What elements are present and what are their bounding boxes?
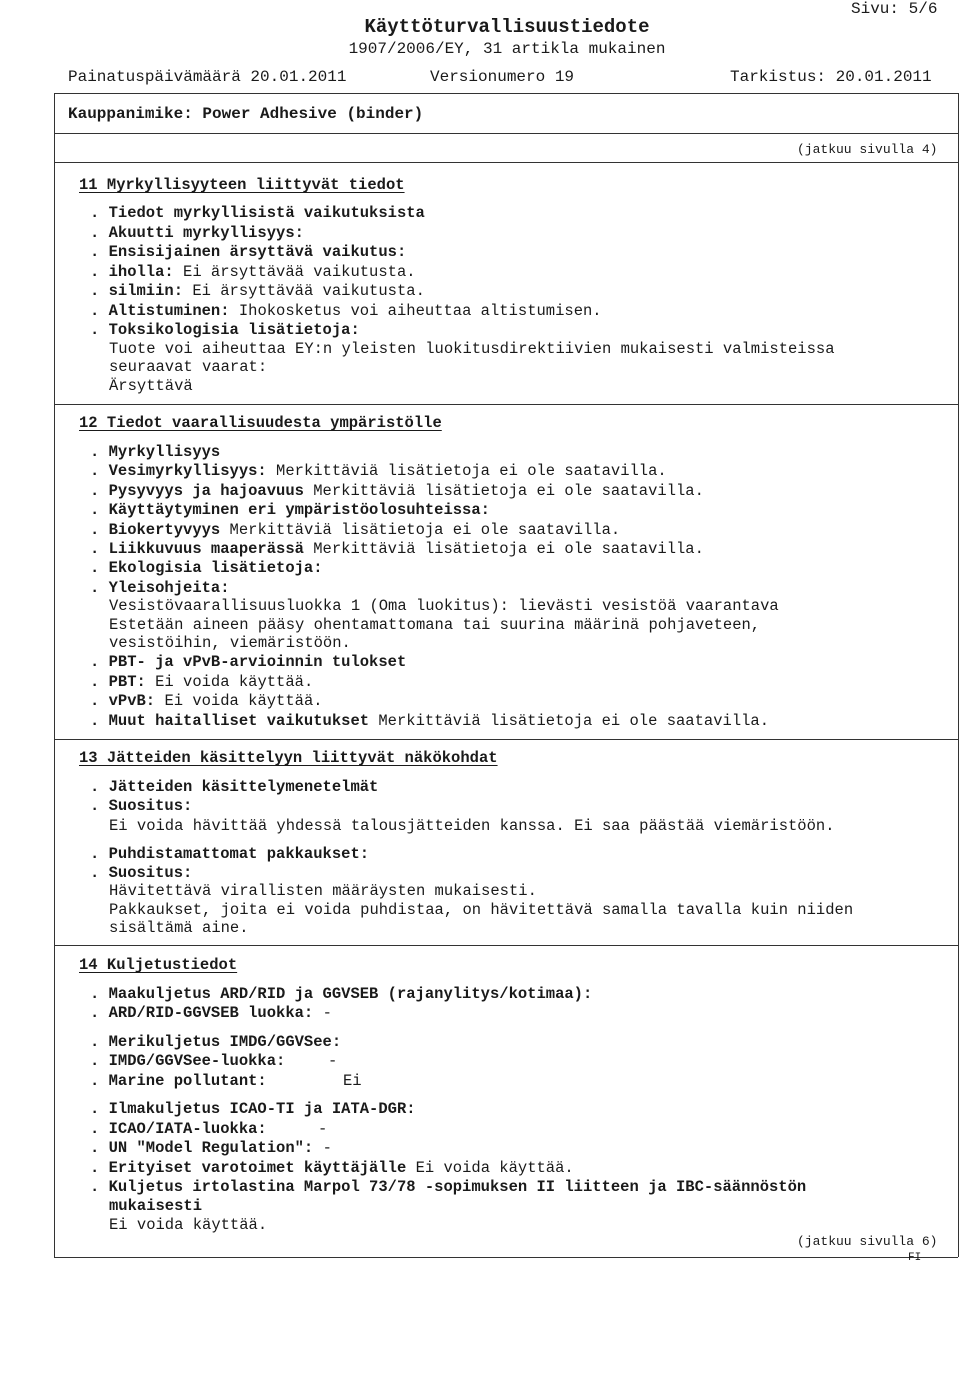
s14-label: . ICAO/IATA-luokka: (90, 1120, 267, 1138)
s11-line: Ärsyttävä (109, 377, 193, 395)
s12-value: Merkittäviä lisätietoja ei ole saatavilla. (276, 462, 667, 480)
s12-value: Merkittäviä lisätietoja ei ole saatavilla. (378, 712, 770, 730)
s11-line: . Toksikologisia lisätietoja: (90, 321, 360, 339)
s13-line: . Puhdistamattomat pakkaukset: (90, 845, 370, 863)
s13-line: Pakkaukset, joita ei voida puhdistaa, on hävitettävä samalla tavalla kuin niiden (109, 901, 854, 919)
s14-label: . Marine pollutant: (90, 1072, 267, 1090)
section-11-title: 11 Myrkyllisyyteen liittyvät tiedot (79, 176, 405, 194)
s13-line: Hävitettävä virallisten määräysten mukaisesti. (109, 882, 537, 900)
s12-label: . PBT: (90, 673, 146, 691)
continued-to: (jatkuu sivulla 6) (797, 1234, 938, 1249)
s11-skin-label: . iholla: (90, 263, 174, 281)
section-divider (54, 739, 958, 740)
s14-value: - (322, 1139, 332, 1157)
s13-line: . Suositus: (90, 797, 193, 815)
s11-line: . Ensisijainen ärsyttävä vaikutus: (90, 243, 407, 261)
s12-line: . Ekologisia lisätietoja: (90, 559, 323, 577)
document-title: Käyttöturvallisuustiedote (364, 16, 650, 38)
s14-value: - (318, 1120, 328, 1138)
s12-label: . Vesimyrkyllisyys: (90, 462, 267, 480)
page-number: Sivu: 5/6 (851, 0, 938, 18)
s11-eyes-label: . silmiin: (90, 282, 184, 300)
section-12-title: 12 Tiedot vaarallisuudesta ympäristölle (79, 414, 442, 432)
s11-skin-row (90, 263, 416, 281)
s11-eyes-row (90, 282, 425, 300)
document-subtitle: 1907/2006/EY, 31 artikla mukainen (348, 40, 666, 58)
s13-line: Ei voida hävittää yhdessä talousjätteiden kanssa. Ei saa päästää viemäristöön. (109, 817, 835, 835)
s11-exposure-label: . Altistuminen: (90, 302, 230, 320)
s14-label: . IMDG/GGVSee-luokka: (90, 1052, 286, 1070)
s14-label: . ARD/RID-GGVSEB luokka: (90, 1004, 314, 1022)
s11-skin-value: Ei ärsyttävää vaikutusta. (183, 263, 416, 281)
section-14-title: 14 Kuljetustiedot (79, 956, 238, 974)
continued-from: (jatkuu sivulla 4) (797, 142, 938, 157)
s11-line: Tuote voi aiheuttaa EY:n yleisten luokitusdirektiivien mukaisesti valmisteissa (109, 340, 835, 358)
s14-row (90, 1072, 362, 1090)
s12-label: . Muut haitalliset vaikutukset (90, 712, 370, 730)
frame-right-line (958, 93, 959, 1257)
s14-value: Ei voida käyttää. (415, 1159, 574, 1177)
s12-line: vesistöihin, viemäristöön. (109, 634, 351, 652)
s12-label: . vPvB: (90, 692, 156, 710)
s11-exposure-row (90, 302, 602, 320)
s12-label: . Biokertyvyys (90, 521, 221, 539)
s14-line: . Merikuljetus IMDG/GGVSee: (90, 1033, 342, 1051)
s12-line: . Myrkyllisyys (90, 443, 221, 461)
s14-row (90, 1159, 574, 1177)
s14-value: - (322, 1004, 332, 1022)
trade-name-divider (54, 133, 958, 134)
s12-row (90, 692, 323, 710)
s11-line: . Akuutti myrkyllisyys: (90, 224, 304, 242)
frame-top-line (54, 93, 958, 94)
s14-line: mukaisesti (109, 1197, 203, 1215)
s12-value: Ei voida käyttää. (155, 673, 314, 691)
s11-line: . Tiedot myrkyllisistä vaikutuksista (90, 204, 425, 222)
header-divider (54, 162, 958, 163)
s12-label: . Liikkuvuus maaperässä (90, 540, 304, 558)
s12-line: Estetään aineen pääsy ohentamattomana tai suurina määrinä pohjaveteen, (109, 616, 761, 634)
s14-value: - (328, 1052, 338, 1070)
revision-date: Tarkistus: 20.01.2011 (730, 68, 932, 86)
s12-label: . Pysyvyys ja hajoavuus (90, 482, 304, 500)
s12-row (90, 482, 704, 500)
s12-row (90, 521, 620, 539)
s11-exposure-value: Ihokosketus voi aiheuttaa altistumisen. (238, 302, 602, 320)
s14-row (90, 1139, 332, 1157)
s14-line: . Maakuljetus ARD/RID ja GGVSEB (rajanylitys/kotimaa): (90, 985, 593, 1003)
s12-value: Merkittäviä lisätietoja ei ole saatavilla. (229, 521, 621, 539)
s14-row (90, 1120, 327, 1138)
s12-value: Merkittäviä lisätietoja ei ole saatavilla. (313, 482, 704, 500)
s14-line: . Kuljetus irtolastina Marpol 73/78 -sopimuksen II liitteen ja IBC-säännöstön (90, 1178, 807, 1196)
s11-eyes-value: Ei ärsyttävää vaikutusta. (192, 282, 425, 300)
section-divider (54, 404, 958, 405)
s14-label: . Erityiset varotoimet käyttäjälle (90, 1159, 407, 1177)
s13-line: . Suositus: (90, 864, 193, 882)
section-divider (54, 945, 958, 946)
section-13-title: 13 Jätteiden käsittelyyn liittyvät näkökohdat (79, 749, 498, 767)
s11-line: seuraavat vaarat: (109, 358, 268, 376)
s12-row (90, 540, 704, 558)
s12-value: Ei voida käyttää. (164, 692, 323, 710)
s12-row (90, 712, 769, 730)
s12-line: Vesistövaarallisuusluokka 1 (Oma luokitus): lievästi vesistöä vaarantava (109, 597, 779, 615)
s13-line: . Jätteiden käsittelymenetelmät (90, 778, 379, 796)
s12-value: Merkittäviä lisätietoja ei ole saatavilla. (313, 540, 704, 558)
language-code: FI (908, 1252, 922, 1264)
s14-line: . Ilmakuljetus ICAO-TI ja IATA-DGR: (90, 1100, 416, 1118)
version-number: Versionumero 19 (430, 68, 575, 86)
s12-line: . Käyttäytyminen eri ympäristöolosuhteissa: (90, 501, 490, 519)
frame-left-line (54, 93, 55, 1257)
print-date: Painatuspäivämäärä 20.01.2011 (68, 68, 347, 86)
s14-label: . UN "Model Regulation": (90, 1139, 314, 1157)
s14-line: Ei voida käyttää. (109, 1216, 268, 1234)
s12-row (90, 673, 313, 691)
s12-row (90, 462, 667, 480)
s12-line: . PBT- ja vPvB-arvioinnin tulokset (90, 653, 407, 671)
trade-name: Kauppanimike: Power Adhesive (binder) (68, 105, 424, 123)
frame-bottom-line (54, 1257, 958, 1258)
s14-value: Ei (343, 1072, 362, 1090)
s14-row (90, 1004, 332, 1022)
s14-row (90, 1052, 337, 1070)
s13-line: sisältämä aine. (109, 919, 249, 937)
s12-line: . Yleisohjeita: (90, 579, 230, 597)
